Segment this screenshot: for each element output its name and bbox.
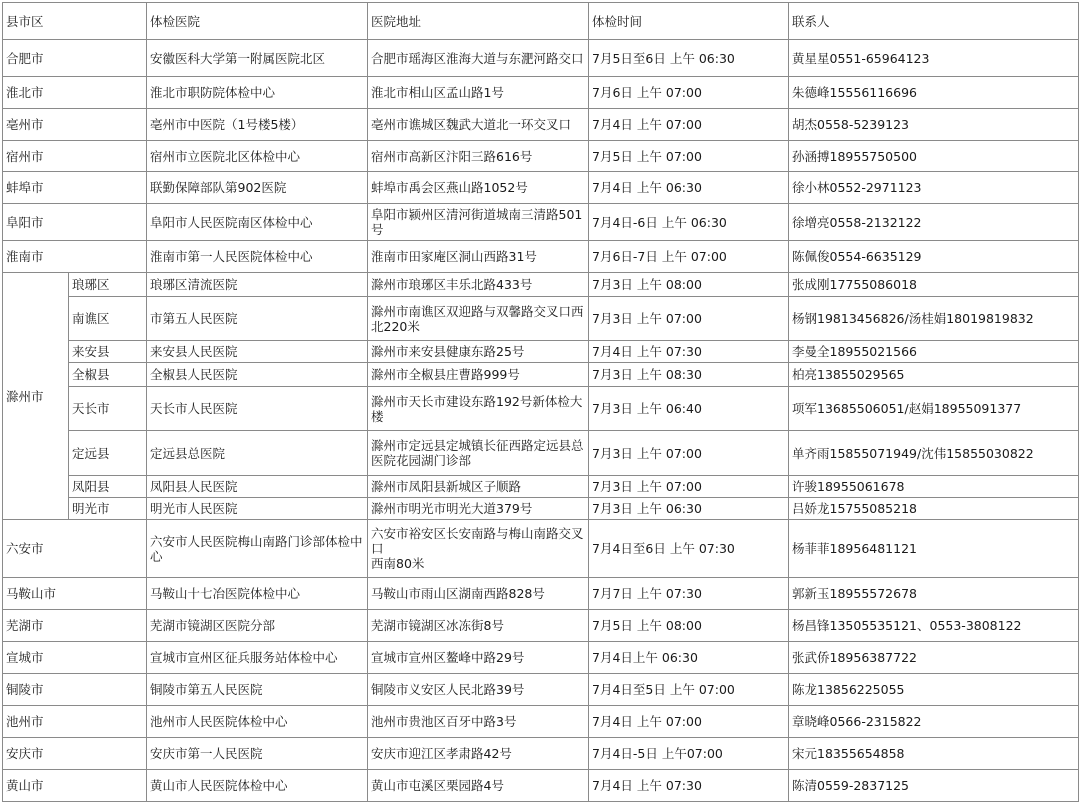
- address-cell: 阜阳市颍州区清河街道城南三清路501号: [368, 204, 589, 241]
- time-cell: 7月5日 上午 07:00: [589, 141, 789, 172]
- address-cell: 宣城市宣州区鳌峰中路29号: [368, 642, 589, 674]
- exam-schedule-table: [2, 2, 1079, 802]
- table-row: [3, 141, 1079, 172]
- table-row: [3, 297, 1079, 341]
- time-cell: 7月4日-5日 上午07:00: [589, 738, 789, 770]
- district-cell: 南谯区: [69, 297, 147, 341]
- address-cell: 滁州市明光市明光大道379号: [368, 498, 589, 520]
- address-cell: 滁州市全椒县庄曹路999号: [368, 363, 589, 387]
- time-cell: 7月3日 上午 06:40: [589, 387, 789, 431]
- district-cell: 定远县: [69, 431, 147, 476]
- time-cell: 7月5日 上午 08:00: [589, 610, 789, 642]
- table-row: [3, 498, 1079, 520]
- table-row: [3, 476, 1079, 498]
- table-row: [3, 204, 1079, 241]
- time-cell: 7月4日 上午 07:00: [589, 109, 789, 141]
- address-cell: 滁州市定远县定城镇长征西路定远县总医院花园湖门诊部: [368, 431, 589, 476]
- hospital-cell: 宿州市立医院北区体检中心: [147, 141, 368, 172]
- region-cell-chuzhou: 滁州市: [3, 273, 69, 520]
- hospital-cell: 琅琊区清流医院: [147, 273, 368, 297]
- time-cell: 7月4日 上午 06:30: [589, 172, 789, 204]
- header-hospital: 体检医院: [147, 3, 368, 40]
- hospital-cell: 芜湖市镜湖区医院分部: [147, 610, 368, 642]
- address-cell: 马鞍山市雨山区湖南西路828号: [368, 578, 589, 610]
- hospital-cell: 宣城市宣州区征兵服务站体检中心: [147, 642, 368, 674]
- district-cell: 明光市: [69, 498, 147, 520]
- district-cell: 天长市: [69, 387, 147, 431]
- contact-cell: 陈清0559-2837125: [789, 770, 1079, 802]
- hospital-cell: 天长市人民医院: [147, 387, 368, 431]
- address-cell: 淮南市田家庵区洞山西路31号: [368, 241, 589, 273]
- region-cell: 亳州市: [3, 109, 147, 141]
- contact-cell: 杨昌锋13505535121、0553-3808122: [789, 610, 1079, 642]
- contact-cell: 项军13685506051/赵娟18955091377: [789, 387, 1079, 431]
- time-cell: 7月3日 上午 07:00: [589, 431, 789, 476]
- hospital-cell: 全椒县人民医院: [147, 363, 368, 387]
- table-row: [3, 241, 1079, 273]
- contact-cell: 张成刚17755086018: [789, 273, 1079, 297]
- hospital-cell: 铜陵市第五人民医院: [147, 674, 368, 706]
- contact-cell: 朱德峰15556116696: [789, 77, 1079, 109]
- address-cell: 铜陵市义安区人民北路39号: [368, 674, 589, 706]
- table-row: [3, 610, 1079, 642]
- time-cell: 7月4日 上午 07:30: [589, 770, 789, 802]
- table-row: [3, 578, 1079, 610]
- district-cell: 凤阳县: [69, 476, 147, 498]
- district-cell: 来安县: [69, 341, 147, 363]
- time-cell: 7月6日-7日 上午 07:00: [589, 241, 789, 273]
- address-cell: [368, 520, 589, 578]
- hospital-cell: 亳州市中医院（1号楼5楼）: [147, 109, 368, 141]
- contact-cell: 宋元18355654858: [789, 738, 1079, 770]
- region-cell: 安庆市: [3, 738, 147, 770]
- table-row: [3, 738, 1079, 770]
- address-cell: 滁州市凤阳县新城区子顺路: [368, 476, 589, 498]
- contact-cell: 陈龙13856225055: [789, 674, 1079, 706]
- time-cell: 7月5日至6日 上午 06:30: [589, 40, 789, 77]
- region-cell: 阜阳市: [3, 204, 147, 241]
- time-cell: 7月7日 上午 07:30: [589, 578, 789, 610]
- region-cell: 马鞍山市: [3, 578, 147, 610]
- time-cell: 7月3日 上午 08:00: [589, 273, 789, 297]
- contact-cell: 章晓峰0566-2315822: [789, 706, 1079, 738]
- time-cell: 7月3日 上午 08:30: [589, 363, 789, 387]
- hospital-cell: 池州市人民医院体检中心: [147, 706, 368, 738]
- region-cell: 六安市: [3, 520, 147, 578]
- time-cell: 7月3日 上午 07:00: [589, 297, 789, 341]
- table-row: [3, 642, 1079, 674]
- address-cell: 池州市贵池区百牙中路3号: [368, 706, 589, 738]
- table-row: [3, 273, 1079, 297]
- address-cell: 黄山市屯溪区栗园路4号: [368, 770, 589, 802]
- hospital-cell: 来安县人民医院: [147, 341, 368, 363]
- time-cell: 7月4日至6日 上午 07:30: [589, 520, 789, 578]
- hospital-cell: 淮南市第一人民医院体检中心: [147, 241, 368, 273]
- address-cell: 淮北市相山区孟山路1号: [368, 77, 589, 109]
- contact-cell: 陈佩俊0554-6635129: [789, 241, 1079, 273]
- address-cell: 宿州市高新区汴阳三路616号: [368, 141, 589, 172]
- region-cell: 池州市: [3, 706, 147, 738]
- region-cell: 淮南市: [3, 241, 147, 273]
- hospital-cell: 联勤保障部队第902医院: [147, 172, 368, 204]
- table-row: [3, 706, 1079, 738]
- table-row: [3, 77, 1079, 109]
- table-row: [3, 520, 1079, 578]
- hospital-cell: 马鞍山十七冶医院体检中心: [147, 578, 368, 610]
- district-cell: 琅琊区: [69, 273, 147, 297]
- table-row: [3, 341, 1079, 363]
- table-row: [3, 387, 1079, 431]
- header-contact: 联系人: [789, 3, 1079, 40]
- region-cell: 合肥市: [3, 40, 147, 77]
- time-cell: 7月3日 上午 07:00: [589, 476, 789, 498]
- region-cell: 铜陵市: [3, 674, 147, 706]
- time-cell: 7月4日-6日 上午 06:30: [589, 204, 789, 241]
- contact-cell: 徐增亮0558-2132122: [789, 204, 1079, 241]
- region-cell: 淮北市: [3, 77, 147, 109]
- contact-cell: 杨菲菲18956481121: [789, 520, 1079, 578]
- contact-cell: 吕娇龙15755085218: [789, 498, 1079, 520]
- address-cell: 芜湖市镜湖区冰冻街8号: [368, 610, 589, 642]
- hospital-cell: 安庆市第一人民医院: [147, 738, 368, 770]
- table-row: [3, 674, 1079, 706]
- contact-cell: 单齐雨15855071949/沈伟15855030822: [789, 431, 1079, 476]
- header-row: [3, 3, 1079, 40]
- contact-cell: 胡杰0558-5239123: [789, 109, 1079, 141]
- address-cell: 蚌埠市禹会区燕山路1052号: [368, 172, 589, 204]
- address-cell: 合肥市瑶海区淮海大道与东淝河路交口: [368, 40, 589, 77]
- region-cell: 黄山市: [3, 770, 147, 802]
- region-cell: 宣城市: [3, 642, 147, 674]
- hospital-cell: 市第五人民医院: [147, 297, 368, 341]
- header-time: 体检时间: [589, 3, 789, 40]
- hospital-cell: 明光市人民医院: [147, 498, 368, 520]
- address-cell: 滁州市琅琊区丰乐北路433号: [368, 273, 589, 297]
- table-row: [3, 172, 1079, 204]
- contact-cell: 张武侨18956387722: [789, 642, 1079, 674]
- address-line: 六安市裕安区长安南路与梅山南路交叉口: [371, 526, 584, 556]
- address-cell: 滁州市天长市建设东路192号新体检大楼: [368, 387, 589, 431]
- time-cell: 7月4日至5日 上午 07:00: [589, 674, 789, 706]
- contact-cell: 徐小林0552-2971123: [789, 172, 1079, 204]
- contact-cell: 杨钢19813456826/汤桂娟18019819832: [789, 297, 1079, 341]
- contact-cell: 黄星星0551-65964123: [789, 40, 1079, 77]
- address-line: 西南80米: [371, 556, 425, 571]
- contact-cell: 许骏18955061678: [789, 476, 1079, 498]
- contact-cell: 孙涵搏18955750500: [789, 141, 1079, 172]
- hospital-cell: 黄山市人民医院体检中心: [147, 770, 368, 802]
- hospital-cell: 淮北市职防院体检中心: [147, 77, 368, 109]
- address-cell: 安庆市迎江区孝肃路42号: [368, 738, 589, 770]
- time-cell: 7月4日 上午 07:30: [589, 341, 789, 363]
- time-cell: 7月4日上午 06:30: [589, 642, 789, 674]
- contact-cell: 李曼全18955021566: [789, 341, 1079, 363]
- table-row: [3, 431, 1079, 476]
- region-cell: 芜湖市: [3, 610, 147, 642]
- hospital-cell: 阜阳市人民医院南区体检中心: [147, 204, 368, 241]
- header-region: 县市区: [3, 3, 147, 40]
- address-cell: 亳州市谯城区魏武大道北一环交叉口: [368, 109, 589, 141]
- contact-cell: 柏亮13855029565: [789, 363, 1079, 387]
- time-cell: 7月3日 上午 06:30: [589, 498, 789, 520]
- table-row: [3, 363, 1079, 387]
- header-address: 医院地址: [368, 3, 589, 40]
- address-cell: 滁州市南谯区双迎路与双馨路交叉口西北220米: [368, 297, 589, 341]
- hospital-cell: 安徽医科大学第一附属医院北区: [147, 40, 368, 77]
- hospital-cell: 定远县总医院: [147, 431, 368, 476]
- region-cell: 蚌埠市: [3, 172, 147, 204]
- time-cell: 7月4日 上午 07:00: [589, 706, 789, 738]
- contact-cell: 郭新玉18955572678: [789, 578, 1079, 610]
- table-row: [3, 770, 1079, 802]
- address-cell: 滁州市来安县健康东路25号: [368, 341, 589, 363]
- hospital-cell: 凤阳县人民医院: [147, 476, 368, 498]
- table-row: [3, 109, 1079, 141]
- district-cell: 全椒县: [69, 363, 147, 387]
- hospital-cell: 六安市人民医院梅山南路门诊部体检中心: [147, 520, 368, 578]
- time-cell: 7月6日 上午 07:00: [589, 77, 789, 109]
- table-row: [3, 40, 1079, 77]
- region-cell: 宿州市: [3, 141, 147, 172]
